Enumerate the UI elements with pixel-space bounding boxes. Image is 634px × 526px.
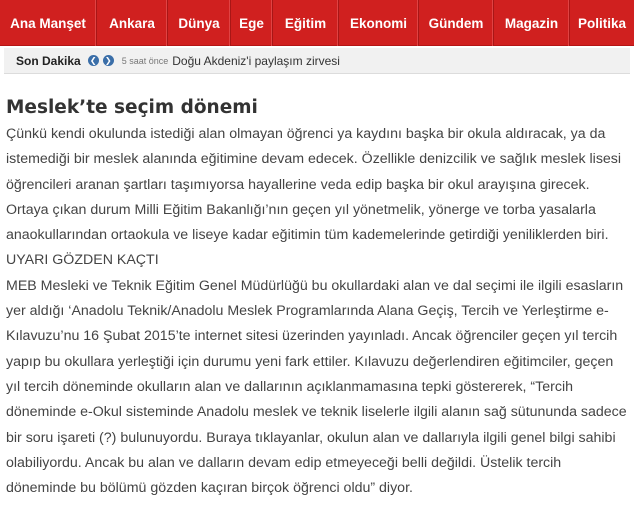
article-body bbox=[6, 122, 628, 501]
article-paragraph: MEB Mesleki ve Teknik Eğitim Genel Müdürlüğü bu okullardaki alan ve dal seçimi ile ilgili esasların yer aldığı ‘Anadolu Teknik/Anadolu Meslek Programlarında Alana Geçiş, Tercih ve Yerleştirme e-Kılavuzu’nu 16 Şubat 2015’te internet sitesi üzerinden yayınladı. Ancak öğrenciler geçen yıl tercih yapıp bu okullara yerleştiği için durumu yeni fark ettiler. Kılavuzu değerlendiren eğitimciler, geçen yıl tercih döneminde okulların alan ve dallarının açıklanmamasına tepki göstererek, “Tercih döneminde e-Okul sisteminde Anadolu meslek ve teknik liselerle ilgili alanın sağ sütununda sadece bir soru işareti (?) bulunuyordu. Buraya tıklayanlar, okulun alan ve dallarıyla ilgili genel bilgi sahibi olabiliyordu. Ancak bu alan ve dalların devam edip etmeyeceği belli değildi. Üstelik tercih döneminde bu bölümü gözden kaçıran birçok öğrenci oldu” diyor. bbox=[6, 277, 627, 497]
ticker-label: Son Dakika bbox=[16, 53, 81, 68]
article bbox=[6, 96, 628, 501]
article-title: Meslek’te seçim dönemi bbox=[6, 97, 258, 118]
ticker-headline-link[interactable]: Doğu Akdeniz'i paylaşım zirvesi bbox=[172, 53, 340, 68]
chevron-left-icon[interactable]: ❮ bbox=[88, 55, 99, 66]
nav-item-dunya[interactable]: Dünya bbox=[168, 0, 231, 46]
nav-item-gundem[interactable]: Gündem bbox=[419, 0, 494, 46]
nav-item-ege[interactable]: Ege bbox=[231, 0, 273, 46]
main-nav-bar bbox=[0, 0, 634, 46]
nav-item-ankara[interactable]: Ankara bbox=[97, 0, 168, 46]
nav-item-magazin[interactable]: Magazin bbox=[494, 0, 570, 46]
ticker-timestamp: 5 saat önce bbox=[121, 55, 169, 66]
nav-item-politika[interactable]: Politika bbox=[577, 15, 626, 31]
nav-item-ana-manset[interactable]: Ana Manşet bbox=[0, 0, 97, 46]
nav-item-egitim[interactable]: Eğitim bbox=[273, 0, 339, 46]
article-subheading: UYARI GÖZDEN KAÇTI bbox=[6, 252, 159, 269]
chevron-right-icon[interactable]: ❯ bbox=[103, 55, 114, 66]
article-paragraph: Çünkü kendi okulunda istediği alan olmayan öğrenci ya kaydını başka bir okula aldıracak, ya da istemediği bir meslek alanında eğitimine devam edecek. Özellikle denizcilik ve sağlık meslek lisesi öğrencileri aranan şartları taşımıyorsa hayallerine veda edip başka bir okul arayışına girecek. Ortaya çıkan durum Milli Eğitim Bakanlığı’nın geçen yıl yönetmelik, yönerge ve torba yasalarla anaokullarından ortaokula ve liseye kadar eğitimin tüm kademelerinde getirdiği yeniliklerden biri. bbox=[6, 126, 622, 244]
breaking-news-ticker bbox=[4, 48, 630, 74]
nav-item-ekonomi[interactable]: Ekonomi bbox=[339, 0, 419, 46]
